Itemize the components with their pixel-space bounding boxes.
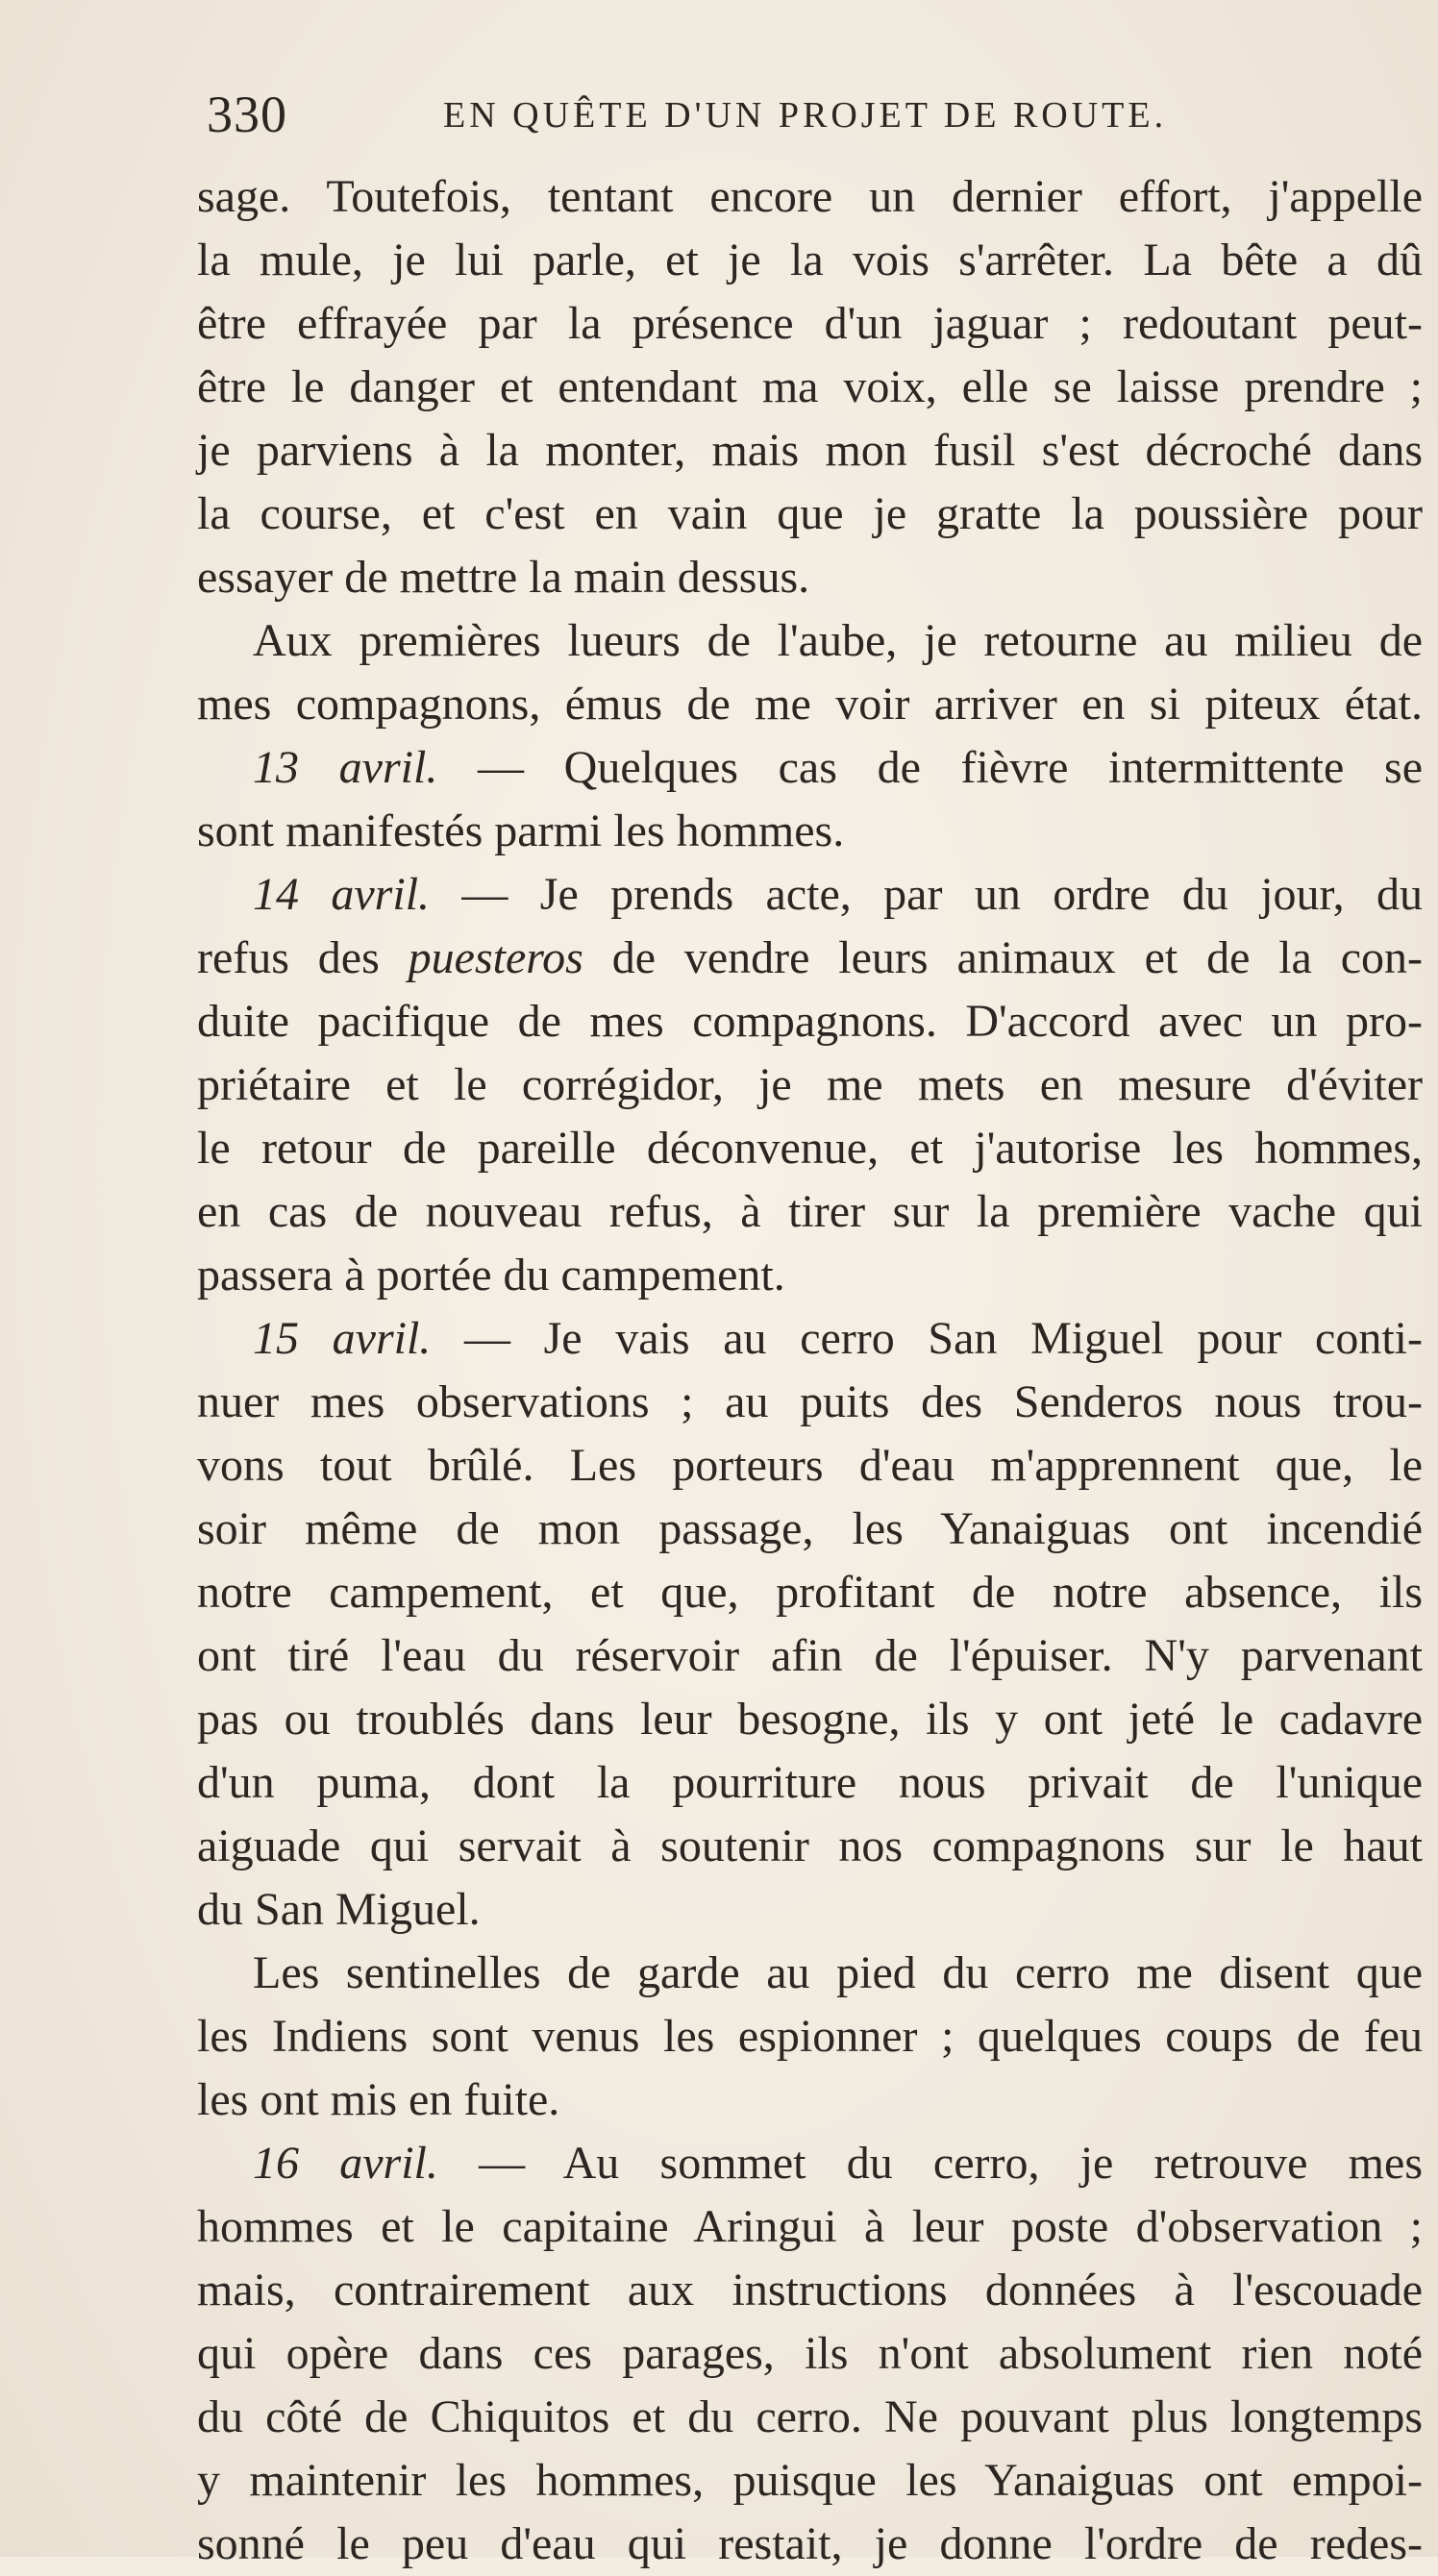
text-line: les ont mis en fuite.: [197, 2074, 560, 2125]
text-line: essayer de mettre la main dessus.: [197, 552, 810, 603]
page-header: [207, 79, 1254, 156]
text-line: pas ou troublés dans leur besogne, ils y ont jeté le cadavre: [197, 1694, 1423, 1745]
page-number: 330: [207, 86, 287, 143]
running-title: EN QUÊTE D'UN PROJET DE ROUTE.: [443, 95, 1168, 136]
text-line: y maintenir les hommes, puisque les Yanaiguas ont empoi-: [197, 2455, 1423, 2506]
text-line: mais, contrairement aux instructions données à l'escouade: [197, 2265, 1423, 2316]
text-line: priétaire et le corrégidor, je me mets en mesure d'éviter: [197, 1059, 1423, 1110]
text-line: notre campement, et que, profitant de notre absence, ils: [197, 1567, 1423, 1618]
text-line: être le danger et entendant ma voix, elle se laisse prendre ;: [197, 361, 1423, 412]
text-line: être effrayée par la présence d'un jaguar ; redoutant peut-: [197, 298, 1423, 349]
text-line: duite pacifique de mes compagnons. D'accord avec un pro-: [197, 996, 1423, 1047]
diary-entry-line: 13 avril. — Quelques cas de fièvre intermittente se: [253, 742, 1424, 793]
diary-entry-line: 16 avril. — Au sommet du cerro, je retrouve mes: [253, 2138, 1424, 2189]
diary-entry-line: 15 avril. — Je vais au cerro San Miguel pour conti-: [253, 1313, 1423, 1364]
text-line: nuer mes observations ; au puits des Senderos nous trou-: [197, 1376, 1423, 1427]
entry-date: 13 avril.: [253, 742, 438, 793]
text-line: je parviens à la monter, mais mon fusil s'est décroché dans: [197, 425, 1423, 476]
text-line: sont manifestés parmi les hommes.: [197, 805, 845, 856]
text-line: sonné le peu d'eau qui restait, je donne l'ordre de redes-: [197, 2518, 1423, 2569]
text-line: passera à portée du campement.: [197, 1250, 785, 1300]
text-line: la mule, je lui parle, et je la vois s'arrêter. La bête a dû: [197, 235, 1423, 285]
diary-entry-line: 14 avril. — Je prends acte, par un ordre du jour, du: [253, 869, 1424, 920]
text-line: Les sentinelles de garde au pied du cerro me disent que: [253, 1947, 1423, 1998]
text-line: la course, et c'est en vain que je gratte la poussière pour: [197, 488, 1423, 539]
italic-term: puesteros: [408, 932, 583, 983]
text-line: Aux premières lueurs de l'aube, je retourne au milieu de: [253, 615, 1423, 666]
text-line: vons tout brûlé. Les porteurs d'eau m'apprennent que, le: [197, 1440, 1423, 1491]
text-line: le retour de pareille déconvenue, et j'autorise les hommes,: [197, 1123, 1423, 1174]
text-line: soir même de mon passage, les Yanaiguas ont incendié: [197, 1503, 1423, 1554]
entry-date: 15 avril.: [253, 1313, 432, 1364]
entry-date: 14 avril.: [253, 869, 431, 920]
text-line: refus des puesteros de vendre leurs animaux et de la con-: [197, 932, 1424, 983]
text-line: les Indiens sont venus les espionner ; quelques coups de feu: [197, 2011, 1423, 2062]
text-line: hommes et le capitaine Aringui à leur poste d'observation ;: [197, 2201, 1423, 2252]
text-line: d'un puma, dont la pourriture nous privait de l'unique: [197, 1757, 1423, 1808]
text-line: sage. Toutefois, tentant encore un dernier effort, j'appelle: [197, 171, 1423, 222]
text-line: en cas de nouveau refus, à tirer sur la première vache qui: [197, 1186, 1423, 1237]
entry-date: 16 avril.: [253, 2138, 438, 2189]
text-line: ont tiré l'eau du réservoir afin de l'épuiser. N'y parvenant: [197, 1630, 1423, 1681]
text-line: mes compagnons, émus de me voir arriver en si piteux état.: [197, 679, 1423, 730]
text-line: qui opère dans ces parages, ils n'ont absolument rien noté: [197, 2328, 1423, 2379]
text-line: aiguade qui servait à soutenir nos compagnons sur le haut: [197, 1821, 1423, 1871]
text-line: du San Miguel.: [197, 1884, 481, 1935]
text-line: du côté de Chiquitos et du cerro. Ne pouvant plus longtemps: [197, 2391, 1423, 2442]
